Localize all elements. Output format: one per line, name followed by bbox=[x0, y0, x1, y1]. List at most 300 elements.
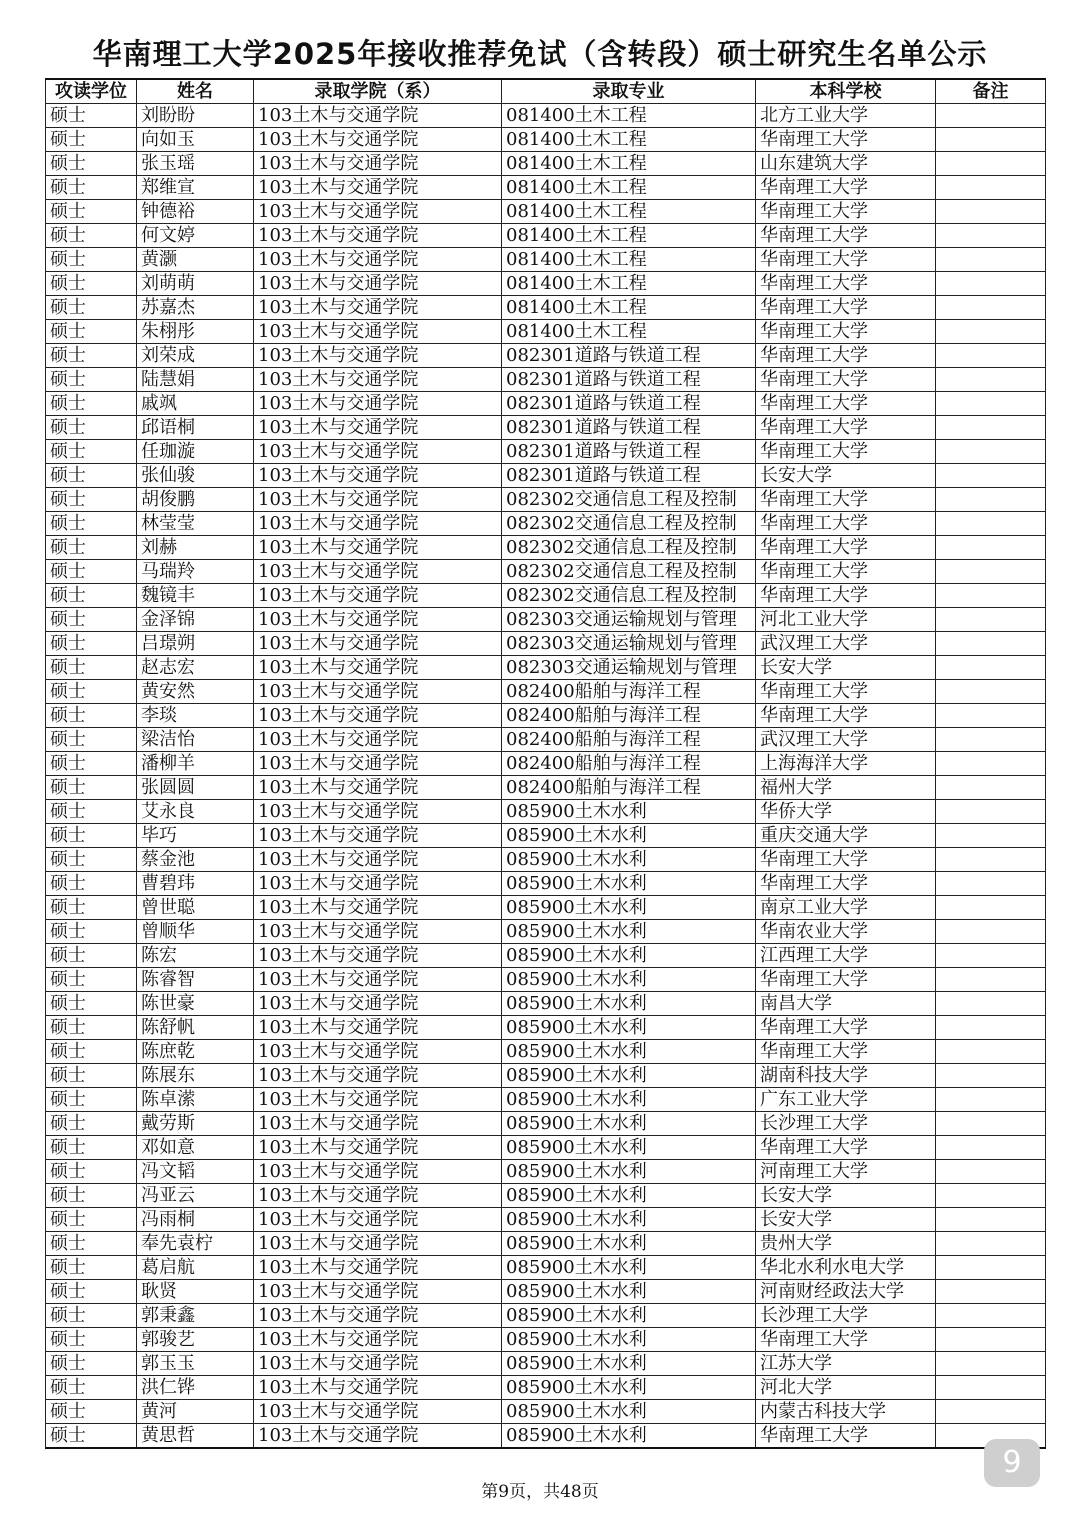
cell-undergrad-school: 华南理工大学 bbox=[756, 344, 936, 368]
table-row bbox=[46, 680, 1046, 704]
cell-degree: 硕士 bbox=[46, 392, 137, 416]
cell-remarks bbox=[936, 776, 1046, 800]
cell-undergrad-school: 华南理工大学 bbox=[756, 1136, 936, 1160]
cell-name: 冯雨桐 bbox=[137, 1208, 254, 1232]
cell-major: 081400土木工程 bbox=[502, 272, 756, 296]
cell-name: 邓如意 bbox=[137, 1136, 254, 1160]
cell-undergrad-school: 武汉理工大学 bbox=[756, 632, 936, 656]
cell-name: 潘柳羊 bbox=[137, 752, 254, 776]
page-number-badge: 9 bbox=[984, 1439, 1040, 1487]
cell-college: 103土木与交通学院 bbox=[254, 1112, 502, 1136]
cell-degree: 硕士 bbox=[46, 800, 137, 824]
cell-remarks bbox=[936, 584, 1046, 608]
cell-degree: 硕士 bbox=[46, 536, 137, 560]
cell-name: 黄灏 bbox=[137, 248, 254, 272]
cell-college: 103土木与交通学院 bbox=[254, 392, 502, 416]
cell-remarks bbox=[936, 1160, 1046, 1184]
cell-name: 魏镜丰 bbox=[137, 584, 254, 608]
cell-college: 103土木与交通学院 bbox=[254, 488, 502, 512]
cell-major: 081400土木工程 bbox=[502, 248, 756, 272]
cell-college: 103土木与交通学院 bbox=[254, 1352, 502, 1376]
cell-degree: 硕士 bbox=[46, 968, 137, 992]
cell-undergrad-school: 山东建筑大学 bbox=[756, 152, 936, 176]
table-row bbox=[46, 272, 1046, 296]
column-header-undergrad-school: 本科学校 bbox=[756, 79, 936, 104]
cell-undergrad-school: 华南理工大学 bbox=[756, 248, 936, 272]
cell-undergrad-school: 华南理工大学 bbox=[756, 584, 936, 608]
cell-undergrad-school: 华南理工大学 bbox=[756, 1016, 936, 1040]
cell-major: 082400船舶与海洋工程 bbox=[502, 752, 756, 776]
table-row bbox=[46, 1376, 1046, 1400]
cell-name: 陆慧娟 bbox=[137, 368, 254, 392]
table-row bbox=[46, 776, 1046, 800]
cell-degree: 硕士 bbox=[46, 560, 137, 584]
cell-degree: 硕士 bbox=[46, 512, 137, 536]
cell-degree: 硕士 bbox=[46, 368, 137, 392]
table-row bbox=[46, 656, 1046, 680]
cell-remarks bbox=[936, 1400, 1046, 1424]
cell-remarks bbox=[936, 296, 1046, 320]
cell-name: 陈展东 bbox=[137, 1064, 254, 1088]
cell-remarks bbox=[936, 320, 1046, 344]
table-row bbox=[46, 920, 1046, 944]
cell-major: 085900土木水利 bbox=[502, 1256, 756, 1280]
cell-remarks bbox=[936, 752, 1046, 776]
cell-college: 103土木与交通学院 bbox=[254, 344, 502, 368]
cell-undergrad-school: 华南理工大学 bbox=[756, 488, 936, 512]
cell-remarks bbox=[936, 824, 1046, 848]
cell-college: 103土木与交通学院 bbox=[254, 872, 502, 896]
cell-degree: 硕士 bbox=[46, 1424, 137, 1449]
cell-major: 082303交通运输规划与管理 bbox=[502, 632, 756, 656]
cell-undergrad-school: 华南理工大学 bbox=[756, 200, 936, 224]
table-row bbox=[46, 1040, 1046, 1064]
cell-major: 085900土木水利 bbox=[502, 1376, 756, 1400]
cell-undergrad-school: 华南理工大学 bbox=[756, 536, 936, 560]
cell-undergrad-school: 华南农业大学 bbox=[756, 920, 936, 944]
cell-degree: 硕士 bbox=[46, 944, 137, 968]
cell-degree: 硕士 bbox=[46, 896, 137, 920]
cell-undergrad-school: 华南理工大学 bbox=[756, 128, 936, 152]
cell-remarks bbox=[936, 1232, 1046, 1256]
cell-college: 103土木与交通学院 bbox=[254, 200, 502, 224]
cell-remarks bbox=[936, 1304, 1046, 1328]
cell-major: 085900土木水利 bbox=[502, 1280, 756, 1304]
cell-degree: 硕士 bbox=[46, 872, 137, 896]
table-row bbox=[46, 1256, 1046, 1280]
cell-college: 103土木与交通学院 bbox=[254, 1256, 502, 1280]
cell-name: 蔡金池 bbox=[137, 848, 254, 872]
cell-remarks bbox=[936, 1040, 1046, 1064]
cell-degree: 硕士 bbox=[46, 824, 137, 848]
table-row bbox=[46, 944, 1046, 968]
cell-college: 103土木与交通学院 bbox=[254, 728, 502, 752]
cell-name: 何文婷 bbox=[137, 224, 254, 248]
cell-name: 黄思哲 bbox=[137, 1424, 254, 1449]
cell-remarks bbox=[936, 560, 1046, 584]
cell-remarks bbox=[936, 368, 1046, 392]
cell-remarks bbox=[936, 872, 1046, 896]
cell-college: 103土木与交通学院 bbox=[254, 272, 502, 296]
cell-name: 陈庶乾 bbox=[137, 1040, 254, 1064]
cell-undergrad-school: 河北大学 bbox=[756, 1376, 936, 1400]
cell-degree: 硕士 bbox=[46, 1160, 137, 1184]
cell-remarks bbox=[936, 128, 1046, 152]
cell-undergrad-school: 河北工业大学 bbox=[756, 608, 936, 632]
cell-name: 黄安然 bbox=[137, 680, 254, 704]
cell-undergrad-school: 华南理工大学 bbox=[756, 512, 936, 536]
cell-name: 林莹莹 bbox=[137, 512, 254, 536]
cell-degree: 硕士 bbox=[46, 1088, 137, 1112]
cell-remarks bbox=[936, 440, 1046, 464]
cell-undergrad-school: 华南理工大学 bbox=[756, 704, 936, 728]
table-row bbox=[46, 368, 1046, 392]
cell-remarks bbox=[936, 512, 1046, 536]
column-header-college: 录取学院（系） bbox=[254, 79, 502, 104]
cell-major: 082302交通信息工程及控制 bbox=[502, 560, 756, 584]
table-row bbox=[46, 416, 1046, 440]
cell-major: 085900土木水利 bbox=[502, 1136, 756, 1160]
cell-remarks bbox=[936, 608, 1046, 632]
page-footer: 第9页，共48页 bbox=[481, 1482, 599, 1502]
cell-name: 陈卓潆 bbox=[137, 1088, 254, 1112]
cell-undergrad-school: 华南理工大学 bbox=[756, 560, 936, 584]
cell-major: 082301道路与铁道工程 bbox=[502, 440, 756, 464]
cell-degree: 硕士 bbox=[46, 1376, 137, 1400]
table-row bbox=[46, 1160, 1046, 1184]
cell-college: 103土木与交通学院 bbox=[254, 824, 502, 848]
cell-remarks bbox=[936, 944, 1046, 968]
cell-name: 刘赫 bbox=[137, 536, 254, 560]
cell-major: 085900土木水利 bbox=[502, 824, 756, 848]
cell-major: 081400土木工程 bbox=[502, 176, 756, 200]
cell-remarks bbox=[936, 200, 1046, 224]
cell-major: 085900土木水利 bbox=[502, 944, 756, 968]
cell-college: 103土木与交通学院 bbox=[254, 152, 502, 176]
cell-major: 081400土木工程 bbox=[502, 104, 756, 128]
cell-major: 085900土木水利 bbox=[502, 1112, 756, 1136]
cell-name: 黄河 bbox=[137, 1400, 254, 1424]
cell-college: 103土木与交通学院 bbox=[254, 1160, 502, 1184]
table-row bbox=[46, 728, 1046, 752]
table-row bbox=[46, 1064, 1046, 1088]
cell-undergrad-school: 华南理工大学 bbox=[756, 320, 936, 344]
cell-name: 赵志宏 bbox=[137, 656, 254, 680]
cell-college: 103土木与交通学院 bbox=[254, 1304, 502, 1328]
table-row bbox=[46, 800, 1046, 824]
cell-college: 103土木与交通学院 bbox=[254, 1424, 502, 1449]
cell-college: 103土木与交通学院 bbox=[254, 992, 502, 1016]
cell-name: 郑维宣 bbox=[137, 176, 254, 200]
cell-degree: 硕士 bbox=[46, 224, 137, 248]
cell-remarks bbox=[936, 1208, 1046, 1232]
cell-major: 085900土木水利 bbox=[502, 896, 756, 920]
cell-degree: 硕士 bbox=[46, 584, 137, 608]
table-row bbox=[46, 1184, 1046, 1208]
cell-undergrad-school: 华南理工大学 bbox=[756, 416, 936, 440]
cell-name: 陈世豪 bbox=[137, 992, 254, 1016]
cell-degree: 硕士 bbox=[46, 1112, 137, 1136]
table-row bbox=[46, 1088, 1046, 1112]
table-row bbox=[46, 152, 1046, 176]
cell-degree: 硕士 bbox=[46, 1040, 137, 1064]
cell-college: 103土木与交通学院 bbox=[254, 128, 502, 152]
cell-undergrad-school: 福州大学 bbox=[756, 776, 936, 800]
table-row bbox=[46, 248, 1046, 272]
cell-degree: 硕士 bbox=[46, 344, 137, 368]
cell-remarks bbox=[936, 1376, 1046, 1400]
cell-name: 曾世聪 bbox=[137, 896, 254, 920]
cell-college: 103土木与交通学院 bbox=[254, 920, 502, 944]
table-row bbox=[46, 1136, 1046, 1160]
cell-undergrad-school: 内蒙古科技大学 bbox=[756, 1400, 936, 1424]
cell-name: 刘荣成 bbox=[137, 344, 254, 368]
cell-name: 戚飒 bbox=[137, 392, 254, 416]
table-row bbox=[46, 440, 1046, 464]
cell-major: 085900土木水利 bbox=[502, 1400, 756, 1424]
cell-undergrad-school: 华侨大学 bbox=[756, 800, 936, 824]
cell-college: 103土木与交通学院 bbox=[254, 680, 502, 704]
table-row bbox=[46, 608, 1046, 632]
cell-remarks bbox=[936, 1136, 1046, 1160]
cell-name: 梁洁怡 bbox=[137, 728, 254, 752]
cell-undergrad-school: 上海海洋大学 bbox=[756, 752, 936, 776]
cell-name: 毕巧 bbox=[137, 824, 254, 848]
table-row bbox=[46, 584, 1046, 608]
cell-college: 103土木与交通学院 bbox=[254, 1088, 502, 1112]
table-row bbox=[46, 1328, 1046, 1352]
cell-remarks bbox=[936, 896, 1046, 920]
cell-major: 085900土木水利 bbox=[502, 1424, 756, 1449]
cell-college: 103土木与交通学院 bbox=[254, 944, 502, 968]
cell-name: 郭骏艺 bbox=[137, 1328, 254, 1352]
cell-degree: 硕士 bbox=[46, 1400, 137, 1424]
cell-degree: 硕士 bbox=[46, 200, 137, 224]
cell-undergrad-school: 长安大学 bbox=[756, 464, 936, 488]
cell-undergrad-school: 华南理工大学 bbox=[756, 440, 936, 464]
cell-undergrad-school: 武汉理工大学 bbox=[756, 728, 936, 752]
table-row bbox=[46, 392, 1046, 416]
cell-college: 103土木与交通学院 bbox=[254, 296, 502, 320]
cell-major: 082400船舶与海洋工程 bbox=[502, 728, 756, 752]
cell-name: 曾顺华 bbox=[137, 920, 254, 944]
cell-name: 冯亚云 bbox=[137, 1184, 254, 1208]
cell-major: 085900土木水利 bbox=[502, 992, 756, 1016]
table-row bbox=[46, 1016, 1046, 1040]
cell-major: 082301道路与铁道工程 bbox=[502, 464, 756, 488]
cell-degree: 硕士 bbox=[46, 1184, 137, 1208]
cell-degree: 硕士 bbox=[46, 1328, 137, 1352]
cell-undergrad-school: 华南理工大学 bbox=[756, 1424, 936, 1449]
table-row bbox=[46, 1280, 1046, 1304]
cell-college: 103土木与交通学院 bbox=[254, 1016, 502, 1040]
cell-major: 085900土木水利 bbox=[502, 968, 756, 992]
cell-major: 081400土木工程 bbox=[502, 152, 756, 176]
cell-undergrad-school: 华南理工大学 bbox=[756, 848, 936, 872]
table-row bbox=[46, 872, 1046, 896]
cell-name: 胡俊鹏 bbox=[137, 488, 254, 512]
cell-remarks bbox=[936, 536, 1046, 560]
cell-degree: 硕士 bbox=[46, 128, 137, 152]
cell-degree: 硕士 bbox=[46, 656, 137, 680]
cell-undergrad-school: 华南理工大学 bbox=[756, 272, 936, 296]
cell-major: 085900土木水利 bbox=[502, 920, 756, 944]
cell-remarks bbox=[936, 704, 1046, 728]
cell-college: 103土木与交通学院 bbox=[254, 176, 502, 200]
cell-college: 103土木与交通学院 bbox=[254, 1184, 502, 1208]
cell-remarks bbox=[936, 416, 1046, 440]
table-row bbox=[46, 488, 1046, 512]
cell-name: 郭玉玉 bbox=[137, 1352, 254, 1376]
cell-name: 张圆圆 bbox=[137, 776, 254, 800]
table-row bbox=[46, 344, 1046, 368]
table-row bbox=[46, 176, 1046, 200]
cell-degree: 硕士 bbox=[46, 992, 137, 1016]
cell-major: 082400船舶与海洋工程 bbox=[502, 704, 756, 728]
cell-undergrad-school: 重庆交通大学 bbox=[756, 824, 936, 848]
cell-remarks bbox=[936, 1328, 1046, 1352]
cell-undergrad-school: 贵州大学 bbox=[756, 1232, 936, 1256]
cell-college: 103土木与交通学院 bbox=[254, 608, 502, 632]
cell-major: 082400船舶与海洋工程 bbox=[502, 776, 756, 800]
cell-name: 刘盼盼 bbox=[137, 104, 254, 128]
cell-remarks bbox=[936, 920, 1046, 944]
cell-degree: 硕士 bbox=[46, 320, 137, 344]
cell-name: 陈宏 bbox=[137, 944, 254, 968]
cell-name: 耿贤 bbox=[137, 1280, 254, 1304]
cell-remarks bbox=[936, 968, 1046, 992]
cell-degree: 硕士 bbox=[46, 1304, 137, 1328]
cell-degree: 硕士 bbox=[46, 176, 137, 200]
table-row bbox=[46, 1208, 1046, 1232]
cell-major: 085900土木水利 bbox=[502, 1232, 756, 1256]
table-row bbox=[46, 896, 1046, 920]
cell-undergrad-school: 华南理工大学 bbox=[756, 680, 936, 704]
cell-remarks bbox=[936, 1184, 1046, 1208]
cell-degree: 硕士 bbox=[46, 104, 137, 128]
cell-college: 103土木与交通学院 bbox=[254, 416, 502, 440]
cell-name: 张玉瑶 bbox=[137, 152, 254, 176]
cell-name: 向如玉 bbox=[137, 128, 254, 152]
cell-college: 103土木与交通学院 bbox=[254, 656, 502, 680]
cell-degree: 硕士 bbox=[46, 296, 137, 320]
cell-major: 082302交通信息工程及控制 bbox=[502, 512, 756, 536]
cell-undergrad-school: 河南财经政法大学 bbox=[756, 1280, 936, 1304]
cell-undergrad-school: 北方工业大学 bbox=[756, 104, 936, 128]
cell-undergrad-school: 长沙理工大学 bbox=[756, 1112, 936, 1136]
cell-college: 103土木与交通学院 bbox=[254, 512, 502, 536]
cell-name: 钟德裕 bbox=[137, 200, 254, 224]
table-row bbox=[46, 848, 1046, 872]
cell-undergrad-school: 广东工业大学 bbox=[756, 1088, 936, 1112]
cell-college: 103土木与交通学院 bbox=[254, 1064, 502, 1088]
table-row bbox=[46, 1304, 1046, 1328]
cell-degree: 硕士 bbox=[46, 464, 137, 488]
cell-major: 081400土木工程 bbox=[502, 296, 756, 320]
table-row bbox=[46, 512, 1046, 536]
cell-major: 085900土木水利 bbox=[502, 848, 756, 872]
table-row bbox=[46, 320, 1046, 344]
cell-remarks bbox=[936, 1016, 1046, 1040]
cell-undergrad-school: 华南理工大学 bbox=[756, 872, 936, 896]
cell-remarks bbox=[936, 1352, 1046, 1376]
cell-undergrad-school: 长安大学 bbox=[756, 656, 936, 680]
cell-degree: 硕士 bbox=[46, 1232, 137, 1256]
cell-degree: 硕士 bbox=[46, 680, 137, 704]
cell-college: 103土木与交通学院 bbox=[254, 1280, 502, 1304]
table-row bbox=[46, 464, 1046, 488]
cell-degree: 硕士 bbox=[46, 632, 137, 656]
cell-major: 082303交通运输规划与管理 bbox=[502, 656, 756, 680]
column-header-major: 录取专业 bbox=[502, 79, 756, 104]
cell-major: 082302交通信息工程及控制 bbox=[502, 584, 756, 608]
cell-remarks bbox=[936, 1112, 1046, 1136]
cell-major: 082301道路与铁道工程 bbox=[502, 392, 756, 416]
cell-college: 103土木与交通学院 bbox=[254, 104, 502, 128]
cell-degree: 硕士 bbox=[46, 440, 137, 464]
cell-college: 103土木与交通学院 bbox=[254, 560, 502, 584]
cell-undergrad-school: 长沙理工大学 bbox=[756, 1304, 936, 1328]
cell-major: 082301道路与铁道工程 bbox=[502, 416, 756, 440]
cell-degree: 硕士 bbox=[46, 488, 137, 512]
cell-remarks bbox=[936, 176, 1046, 200]
cell-major: 085900土木水利 bbox=[502, 1160, 756, 1184]
cell-college: 103土木与交通学院 bbox=[254, 848, 502, 872]
cell-remarks bbox=[936, 224, 1046, 248]
cell-remarks bbox=[936, 848, 1046, 872]
cell-degree: 硕士 bbox=[46, 1136, 137, 1160]
cell-remarks bbox=[936, 800, 1046, 824]
table-row bbox=[46, 104, 1046, 128]
cell-remarks bbox=[936, 1064, 1046, 1088]
cell-degree: 硕士 bbox=[46, 752, 137, 776]
cell-college: 103土木与交通学院 bbox=[254, 536, 502, 560]
cell-college: 103土木与交通学院 bbox=[254, 440, 502, 464]
table-row bbox=[46, 824, 1046, 848]
cell-undergrad-school: 华南理工大学 bbox=[756, 1328, 936, 1352]
cell-remarks bbox=[936, 992, 1046, 1016]
cell-name: 刘萌萌 bbox=[137, 272, 254, 296]
cell-major: 082400船舶与海洋工程 bbox=[502, 680, 756, 704]
cell-degree: 硕士 bbox=[46, 848, 137, 872]
cell-remarks bbox=[936, 248, 1046, 272]
cell-major: 085900土木水利 bbox=[502, 1088, 756, 1112]
cell-name: 陈舒帆 bbox=[137, 1016, 254, 1040]
cell-major: 081400土木工程 bbox=[502, 200, 756, 224]
table-body bbox=[46, 104, 1046, 1449]
cell-remarks bbox=[936, 152, 1046, 176]
cell-name: 苏嘉杰 bbox=[137, 296, 254, 320]
cell-degree: 硕士 bbox=[46, 272, 137, 296]
cell-remarks bbox=[936, 680, 1046, 704]
cell-major: 082301道路与铁道工程 bbox=[502, 344, 756, 368]
cell-degree: 硕士 bbox=[46, 1280, 137, 1304]
cell-college: 103土木与交通学院 bbox=[254, 1040, 502, 1064]
cell-undergrad-school: 华南理工大学 bbox=[756, 1040, 936, 1064]
cell-remarks bbox=[936, 656, 1046, 680]
cell-major: 085900土木水利 bbox=[502, 872, 756, 896]
cell-remarks bbox=[936, 1256, 1046, 1280]
cell-major: 085900土木水利 bbox=[502, 800, 756, 824]
table-row bbox=[46, 200, 1046, 224]
cell-name: 艾永良 bbox=[137, 800, 254, 824]
cell-name: 金泽锦 bbox=[137, 608, 254, 632]
cell-undergrad-school: 华南理工大学 bbox=[756, 296, 936, 320]
cell-college: 103土木与交通学院 bbox=[254, 584, 502, 608]
table-row bbox=[46, 224, 1046, 248]
table-row bbox=[46, 128, 1046, 152]
cell-remarks bbox=[936, 1280, 1046, 1304]
